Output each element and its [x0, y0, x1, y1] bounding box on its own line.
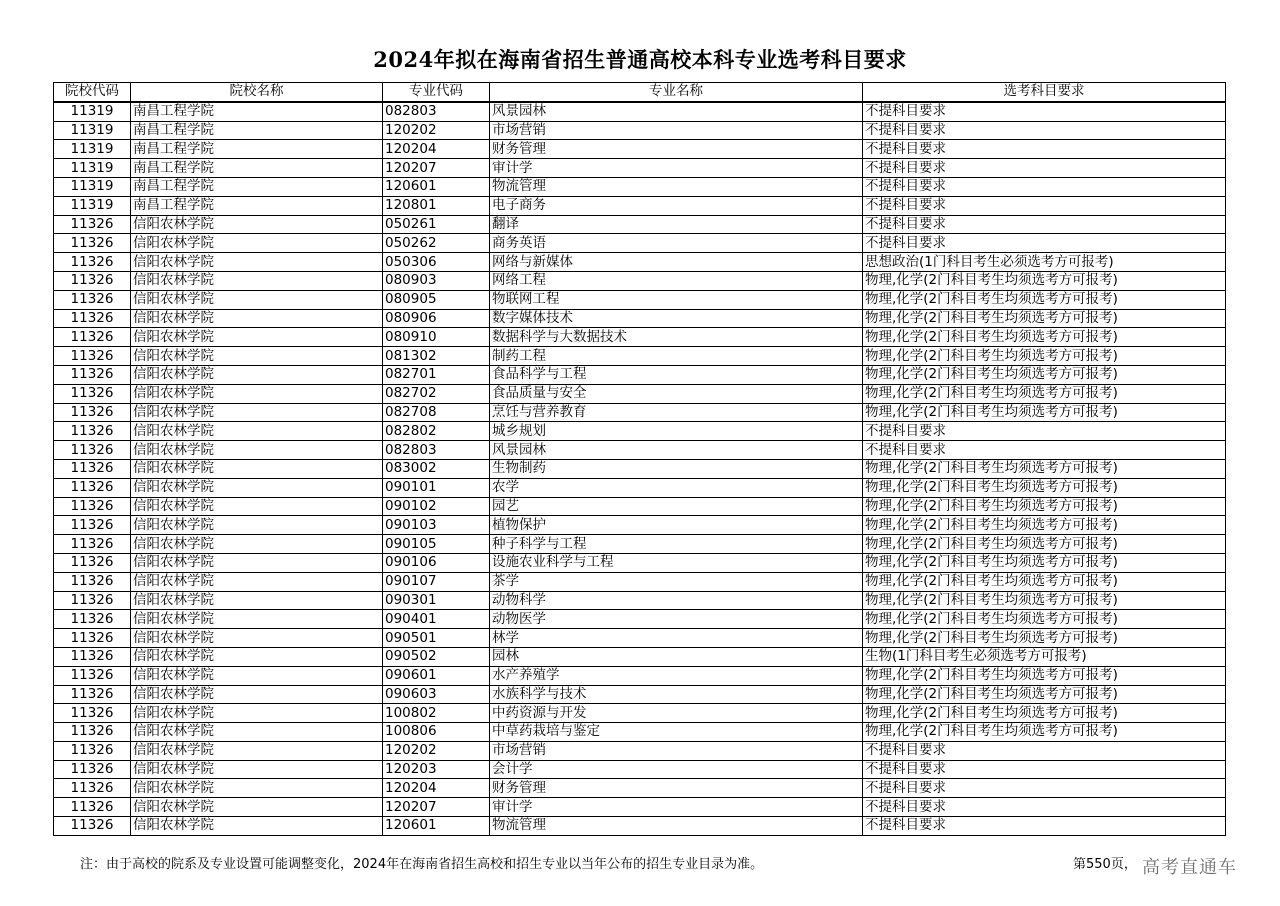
- major-name-cell: 物联网工程: [490, 290, 863, 309]
- school-code-cell: 11319: [54, 140, 131, 159]
- table-row: [54, 365, 1226, 384]
- requirement-cell: 不提科目要求: [863, 817, 1226, 836]
- school-code-cell: 11319: [54, 159, 131, 178]
- requirement-cell: 物理,化学(2门科目考生均须选考方可报考): [863, 553, 1226, 572]
- major-code-cell: 083002: [383, 459, 490, 478]
- school-code-cell: 11326: [54, 497, 131, 516]
- header-major-name: 专业名称: [490, 83, 863, 102]
- school-code-cell: 11326: [54, 441, 131, 460]
- major-code-cell: 090107: [383, 572, 490, 591]
- major-name-cell: 制药工程: [490, 347, 863, 366]
- table-row: [54, 140, 1226, 159]
- school-name-cell: 信阳农林学院: [131, 798, 383, 817]
- requirement-cell: 不提科目要求: [863, 741, 1226, 760]
- school-code-cell: 11326: [54, 704, 131, 723]
- major-name-cell: 审计学: [490, 159, 863, 178]
- major-code-cell: 090105: [383, 535, 490, 554]
- school-code-cell: 11326: [54, 253, 131, 272]
- school-name-cell: 信阳农林学院: [131, 290, 383, 309]
- table-row: [54, 121, 1226, 140]
- table-row: [54, 271, 1226, 290]
- major-code-cell: 080903: [383, 271, 490, 290]
- major-code-cell: 082701: [383, 365, 490, 384]
- table-row: [54, 328, 1226, 347]
- major-code-cell: 090401: [383, 610, 490, 629]
- school-name-cell: 信阳农林学院: [131, 741, 383, 760]
- school-code-cell: 11319: [54, 121, 131, 140]
- table-row: [54, 629, 1226, 648]
- major-code-cell: 100802: [383, 704, 490, 723]
- requirement-cell: 物理,化学(2门科目考生均须选考方可报考): [863, 516, 1226, 535]
- table-row: [54, 647, 1226, 666]
- school-code-cell: 11326: [54, 647, 131, 666]
- requirement-cell: 物理,化学(2门科目考生均须选考方可报考): [863, 704, 1226, 723]
- table-row: [54, 290, 1226, 309]
- table-row: [54, 159, 1226, 178]
- table-row: [54, 798, 1226, 817]
- school-code-cell: 11326: [54, 666, 131, 685]
- school-code-cell: 11326: [54, 215, 131, 234]
- subject-requirements-table: [53, 82, 1226, 836]
- school-name-cell: 信阳农林学院: [131, 328, 383, 347]
- table-row: [54, 591, 1226, 610]
- major-name-cell: 市场营销: [490, 741, 863, 760]
- school-code-cell: 11326: [54, 459, 131, 478]
- requirement-cell: 物理,化学(2门科目考生均须选考方可报考): [863, 591, 1226, 610]
- major-name-cell: 动物医学: [490, 610, 863, 629]
- school-code-cell: 11326: [54, 365, 131, 384]
- school-code-cell: 11326: [54, 422, 131, 441]
- major-name-cell: 植物保护: [490, 516, 863, 535]
- school-name-cell: 南昌工程学院: [131, 159, 383, 178]
- major-name-cell: 商务英语: [490, 234, 863, 253]
- major-code-cell: 080906: [383, 309, 490, 328]
- major-name-cell: 食品质量与安全: [490, 384, 863, 403]
- table-row: [54, 553, 1226, 572]
- school-code-cell: 11326: [54, 535, 131, 554]
- requirement-cell: 不提科目要求: [863, 441, 1226, 460]
- major-code-cell: 080905: [383, 290, 490, 309]
- table-row: [54, 535, 1226, 554]
- major-code-cell: 100806: [383, 723, 490, 742]
- major-name-cell: 财务管理: [490, 140, 863, 159]
- requirement-cell: 物理,化学(2门科目考生均须选考方可报考): [863, 328, 1226, 347]
- school-code-cell: 11326: [54, 271, 131, 290]
- school-name-cell: 信阳农林学院: [131, 610, 383, 629]
- major-code-cell: 090103: [383, 516, 490, 535]
- table-row: [54, 253, 1226, 272]
- major-name-cell: 物流管理: [490, 817, 863, 836]
- major-code-cell: 082803: [383, 102, 490, 121]
- requirement-cell: 物理,化学(2门科目考生均须选考方可报考): [863, 610, 1226, 629]
- school-name-cell: 信阳农林学院: [131, 666, 383, 685]
- major-name-cell: 园艺: [490, 497, 863, 516]
- requirement-cell: 物理,化学(2门科目考生均须选考方可报考): [863, 572, 1226, 591]
- table-row: [54, 384, 1226, 403]
- major-code-cell: 090601: [383, 666, 490, 685]
- requirement-cell: 不提科目要求: [863, 779, 1226, 798]
- header-subject-requirement: 选考科目要求: [863, 83, 1226, 102]
- major-code-cell: 090502: [383, 647, 490, 666]
- major-name-cell: 市场营销: [490, 121, 863, 140]
- major-name-cell: 种子科学与工程: [490, 535, 863, 554]
- school-name-cell: 信阳农林学院: [131, 215, 383, 234]
- school-name-cell: 信阳农林学院: [131, 535, 383, 554]
- school-name-cell: 信阳农林学院: [131, 647, 383, 666]
- major-name-cell: 会计学: [490, 760, 863, 779]
- major-name-cell: 财务管理: [490, 779, 863, 798]
- major-code-cell: 082708: [383, 403, 490, 422]
- school-name-cell: 信阳农林学院: [131, 629, 383, 648]
- table-row: [54, 234, 1226, 253]
- requirement-cell: 不提科目要求: [863, 121, 1226, 140]
- major-name-cell: 翻译: [490, 215, 863, 234]
- major-name-cell: 风景园林: [490, 441, 863, 460]
- table-header-row: [54, 83, 1226, 102]
- school-code-cell: 11326: [54, 347, 131, 366]
- major-name-cell: 网络与新媒体: [490, 253, 863, 272]
- table-row: [54, 516, 1226, 535]
- school-name-cell: 信阳农林学院: [131, 779, 383, 798]
- table-row: [54, 347, 1226, 366]
- major-name-cell: 数字媒体技术: [490, 309, 863, 328]
- table-row: [54, 779, 1226, 798]
- requirement-cell: 物理,化学(2门科目考生均须选考方可报考): [863, 384, 1226, 403]
- school-name-cell: 信阳农林学院: [131, 441, 383, 460]
- school-name-cell: 信阳农林学院: [131, 817, 383, 836]
- requirement-cell: 不提科目要求: [863, 140, 1226, 159]
- school-code-cell: 11326: [54, 328, 131, 347]
- school-name-cell: 信阳农林学院: [131, 591, 383, 610]
- school-name-cell: 信阳农林学院: [131, 760, 383, 779]
- school-name-cell: 信阳农林学院: [131, 309, 383, 328]
- major-name-cell: 水族科学与技术: [490, 685, 863, 704]
- school-code-cell: 11319: [54, 177, 131, 196]
- page-number: 第550页，: [1073, 857, 1137, 872]
- requirement-cell: 不提科目要求: [863, 177, 1226, 196]
- requirement-cell: 物理,化学(2门科目考生均须选考方可报考): [863, 365, 1226, 384]
- requirement-cell: 物理,化学(2门科目考生均须选考方可报考): [863, 478, 1226, 497]
- school-name-cell: 南昌工程学院: [131, 196, 383, 215]
- school-code-cell: 11326: [54, 817, 131, 836]
- table-row: [54, 817, 1226, 836]
- major-code-cell: 050306: [383, 253, 490, 272]
- major-code-cell: 082803: [383, 441, 490, 460]
- table-row: [54, 704, 1226, 723]
- table-row: [54, 760, 1226, 779]
- table-row: [54, 422, 1226, 441]
- header-school-name: 院校名称: [131, 83, 383, 102]
- table-row: [54, 403, 1226, 422]
- requirement-cell: 不提科目要求: [863, 234, 1226, 253]
- major-code-cell: 081302: [383, 347, 490, 366]
- table-row: [54, 177, 1226, 196]
- table-row: [54, 666, 1226, 685]
- major-name-cell: 设施农业科学与工程: [490, 553, 863, 572]
- requirement-cell: 物理,化学(2门科目考生均须选考方可报考): [863, 347, 1226, 366]
- major-code-cell: 120204: [383, 140, 490, 159]
- major-name-cell: 生物制药: [490, 459, 863, 478]
- major-name-cell: 茶学: [490, 572, 863, 591]
- requirement-cell: 物理,化学(2门科目考生均须选考方可报考): [863, 497, 1226, 516]
- school-name-cell: 信阳农林学院: [131, 553, 383, 572]
- school-code-cell: 11326: [54, 309, 131, 328]
- major-name-cell: 网络工程: [490, 271, 863, 290]
- major-name-cell: 食品科学与工程: [490, 365, 863, 384]
- major-code-cell: 090102: [383, 497, 490, 516]
- school-code-cell: 11326: [54, 516, 131, 535]
- requirement-cell: 不提科目要求: [863, 196, 1226, 215]
- school-name-cell: 信阳农林学院: [131, 384, 383, 403]
- school-code-cell: 11326: [54, 290, 131, 309]
- major-code-cell: 120601: [383, 177, 490, 196]
- document-title: 2024年拟在海南省招生普通高校本科专业选考科目要求: [373, 47, 907, 72]
- school-name-cell: 信阳农林学院: [131, 422, 383, 441]
- requirement-cell: 不提科目要求: [863, 798, 1226, 817]
- school-name-cell: 信阳农林学院: [131, 271, 383, 290]
- school-code-cell: 11326: [54, 553, 131, 572]
- major-name-cell: 林学: [490, 629, 863, 648]
- major-code-cell: 120801: [383, 196, 490, 215]
- school-name-cell: 信阳农林学院: [131, 365, 383, 384]
- major-code-cell: 050261: [383, 215, 490, 234]
- school-code-cell: 11319: [54, 102, 131, 121]
- major-code-cell: 090106: [383, 553, 490, 572]
- school-code-cell: 11326: [54, 384, 131, 403]
- major-name-cell: 城乡规划: [490, 422, 863, 441]
- school-code-cell: 11326: [54, 403, 131, 422]
- major-code-cell: 120202: [383, 741, 490, 760]
- major-name-cell: 烹饪与营养教育: [490, 403, 863, 422]
- table-row: [54, 102, 1226, 121]
- school-code-cell: 11326: [54, 234, 131, 253]
- major-name-cell: 数据科学与大数据技术: [490, 328, 863, 347]
- school-name-cell: 信阳农林学院: [131, 459, 383, 478]
- major-name-cell: 农学: [490, 478, 863, 497]
- requirement-cell: 物理,化学(2门科目考生均须选考方可报考): [863, 271, 1226, 290]
- table-row: [54, 610, 1226, 629]
- major-name-cell: 物流管理: [490, 177, 863, 196]
- school-name-cell: 信阳农林学院: [131, 723, 383, 742]
- school-code-cell: 11326: [54, 760, 131, 779]
- school-name-cell: 信阳农林学院: [131, 516, 383, 535]
- requirement-cell: 物理,化学(2门科目考生均须选考方可报考): [863, 403, 1226, 422]
- major-code-cell: 080910: [383, 328, 490, 347]
- major-name-cell: 中草药栽培与鉴定: [490, 723, 863, 742]
- table-row: [54, 309, 1226, 328]
- school-code-cell: 11326: [54, 591, 131, 610]
- requirement-cell: 物理,化学(2门科目考生均须选考方可报考): [863, 666, 1226, 685]
- school-name-cell: 信阳农林学院: [131, 234, 383, 253]
- table-row: [54, 741, 1226, 760]
- major-name-cell: 动物科学: [490, 591, 863, 610]
- school-name-cell: 信阳农林学院: [131, 704, 383, 723]
- major-name-cell: 中药资源与开发: [490, 704, 863, 723]
- school-code-cell: 11326: [54, 610, 131, 629]
- watermark-logo: 高考直通车: [1142, 857, 1237, 878]
- requirement-cell: 物理,化学(2门科目考生均须选考方可报考): [863, 290, 1226, 309]
- requirement-cell: 不提科目要求: [863, 159, 1226, 178]
- table-body: [54, 102, 1226, 836]
- school-name-cell: 信阳农林学院: [131, 403, 383, 422]
- school-code-cell: 11326: [54, 572, 131, 591]
- school-name-cell: 南昌工程学院: [131, 140, 383, 159]
- school-name-cell: 信阳农林学院: [131, 347, 383, 366]
- table-row: [54, 441, 1226, 460]
- major-code-cell: 120207: [383, 159, 490, 178]
- requirement-cell: 物理,化学(2门科目考生均须选考方可报考): [863, 629, 1226, 648]
- requirement-cell: 不提科目要求: [863, 102, 1226, 121]
- major-code-cell: 090301: [383, 591, 490, 610]
- major-code-cell: 120202: [383, 121, 490, 140]
- requirement-cell: 生物(1门科目考生必须选考方可报考): [863, 647, 1226, 666]
- requirement-cell: 物理,化学(2门科目考生均须选考方可报考): [863, 309, 1226, 328]
- requirement-cell: 物理,化学(2门科目考生均须选考方可报考): [863, 685, 1226, 704]
- major-code-cell: 050262: [383, 234, 490, 253]
- school-name-cell: 信阳农林学院: [131, 253, 383, 272]
- header-major-code: 专业代码: [383, 83, 490, 102]
- school-code-cell: 11326: [54, 723, 131, 742]
- requirement-cell: 不提科目要求: [863, 760, 1226, 779]
- table-row: [54, 459, 1226, 478]
- requirement-cell: 不提科目要求: [863, 422, 1226, 441]
- major-code-cell: 120601: [383, 817, 490, 836]
- school-name-cell: 南昌工程学院: [131, 177, 383, 196]
- school-code-cell: 11326: [54, 798, 131, 817]
- major-code-cell: 082702: [383, 384, 490, 403]
- school-code-cell: 11326: [54, 779, 131, 798]
- major-name-cell: 风景园林: [490, 102, 863, 121]
- requirement-cell: 物理,化学(2门科目考生均须选考方可报考): [863, 535, 1226, 554]
- school-code-cell: 11326: [54, 629, 131, 648]
- header-school-code: 院校代码: [54, 83, 131, 102]
- school-name-cell: 南昌工程学院: [131, 102, 383, 121]
- major-name-cell: 审计学: [490, 798, 863, 817]
- major-name-cell: 水产养殖学: [490, 666, 863, 685]
- requirement-cell: 不提科目要求: [863, 215, 1226, 234]
- major-code-cell: 090501: [383, 629, 490, 648]
- school-code-cell: 11319: [54, 196, 131, 215]
- table-row: [54, 685, 1226, 704]
- major-code-cell: 120203: [383, 760, 490, 779]
- table-row: [54, 497, 1226, 516]
- school-code-cell: 11326: [54, 685, 131, 704]
- requirement-cell: 物理,化学(2门科目考生均须选考方可报考): [863, 459, 1226, 478]
- major-code-cell: 090101: [383, 478, 490, 497]
- major-code-cell: 082802: [383, 422, 490, 441]
- school-name-cell: 信阳农林学院: [131, 497, 383, 516]
- school-name-cell: 南昌工程学院: [131, 121, 383, 140]
- table-row: [54, 478, 1226, 497]
- requirement-cell: 思想政治(1门科目考生必须选考方可报考): [863, 253, 1226, 272]
- table-row: [54, 215, 1226, 234]
- school-name-cell: 信阳农林学院: [131, 478, 383, 497]
- footnote: 注：由于高校的院系及专业设置可能调整变化，2024年在海南省招生高校和招生专业以当年公布的招生专业目录为准。: [80, 857, 764, 872]
- major-code-cell: 120204: [383, 779, 490, 798]
- major-name-cell: 园林: [490, 647, 863, 666]
- major-code-cell: 120207: [383, 798, 490, 817]
- major-name-cell: 电子商务: [490, 196, 863, 215]
- table-row: [54, 723, 1226, 742]
- major-code-cell: 090603: [383, 685, 490, 704]
- table-row: [54, 196, 1226, 215]
- school-name-cell: 信阳农林学院: [131, 685, 383, 704]
- requirement-cell: 物理,化学(2门科目考生均须选考方可报考): [863, 723, 1226, 742]
- school-code-cell: 11326: [54, 741, 131, 760]
- school-code-cell: 11326: [54, 478, 131, 497]
- school-name-cell: 信阳农林学院: [131, 572, 383, 591]
- table-row: [54, 572, 1226, 591]
